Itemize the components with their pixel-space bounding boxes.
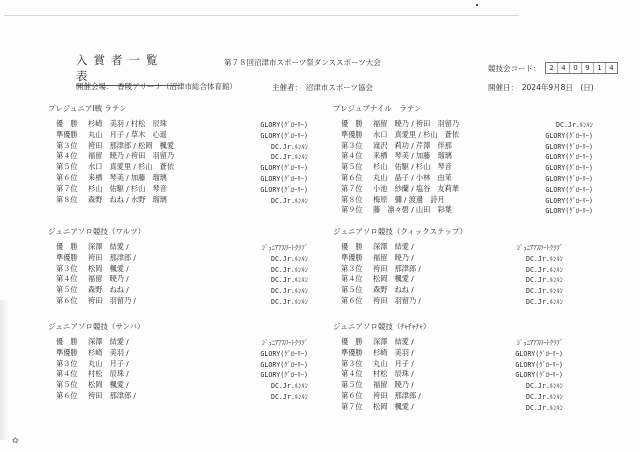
result-row — [48, 380, 308, 391]
result-row — [48, 391, 308, 402]
rank-label: 第７位 — [56, 183, 78, 193]
club-name: GLORY(ｸﾞﾛｰﾘｰ) — [260, 360, 308, 369]
result-row — [333, 162, 593, 173]
club-name: DC.Jr.ﾙﾝﾙﾝ — [525, 382, 563, 391]
result-row — [333, 391, 593, 402]
competitor-names: 福留 暁乃 / — [88, 274, 129, 284]
competitor-names: 梅原 彌 / 渡邊 詩月 — [373, 194, 445, 204]
rank-label: 準優勝 — [341, 129, 363, 139]
competitor-names: 来栖 琴美 / 加藤 瑠璃 — [373, 151, 452, 161]
result-row — [333, 195, 593, 206]
competitor-names: 森野 ねね / — [88, 285, 129, 295]
result-row — [333, 264, 593, 275]
competitor-names: 水口 真愛里 / 杉山 蒼依 — [373, 129, 460, 139]
club-name: ｼﾞｭﾆｱｱｽﾘｰﾄｸﾗﾌﾞ — [516, 244, 563, 252]
scan-shadow — [0, 300, 8, 440]
event-name: 第７８回沼津市スポーツ祭ダンススポーツ大会 — [224, 58, 381, 67]
rank-label: 第３位 — [341, 140, 363, 150]
result-row — [48, 184, 308, 195]
competitor-names: 袴田 那津郎 / — [373, 390, 421, 400]
result-row — [333, 205, 593, 216]
rank-label: 優 勝 — [341, 242, 363, 251]
event-date: 開催日： 2024年9月8日 (日) — [488, 83, 594, 92]
result-row — [333, 274, 593, 285]
club-name: DC.Jr.ﾙﾝﾙﾝ — [270, 254, 308, 263]
club-name: DC.Jr.ﾙﾝﾙﾝ — [270, 392, 308, 401]
competitor-names: 袴田 羽留乃 / — [373, 295, 421, 305]
result-row — [48, 296, 308, 307]
club-name: DC.Jr.ﾙﾝﾙﾝ — [270, 153, 308, 162]
result-row — [48, 285, 308, 296]
club-name: DC.Jr.ﾙﾝﾙﾝ — [270, 276, 308, 285]
result-row — [48, 119, 308, 130]
club-name: GLORY(ｸﾞﾛｰﾘｰ) — [545, 207, 593, 216]
code-digit: 1 — [594, 63, 606, 73]
scan-speck — [476, 4, 478, 6]
rank-label: 準優勝 — [56, 347, 78, 357]
competitor-names: 杉崎 美羽 / — [88, 347, 129, 357]
result-row — [333, 253, 593, 264]
result-row — [333, 119, 593, 130]
page-title: 入賞者一覧表 — [76, 52, 180, 86]
rank-label: 第５位 — [341, 162, 363, 172]
competitor-names: 来栖 琴美 / 加藤 瑠璃 — [88, 172, 167, 182]
rank-label: 優 勝 — [56, 242, 78, 251]
club-name: DC.Jr.ﾙﾝﾙﾝ — [525, 403, 563, 412]
result-row — [333, 296, 593, 307]
result-row — [333, 130, 593, 141]
section-prejunior-latin — [48, 103, 308, 205]
result-row — [48, 162, 308, 173]
result-row — [333, 337, 593, 348]
club-name: DC.Jr.ﾙﾝﾙﾝ — [270, 287, 308, 296]
competitor-names: 福留 暁乃 / 袴田 羽留乃 — [88, 151, 175, 161]
club-name: ｼﾞｭﾆｱｱｽﾘｰﾄｸﾗﾌﾞ — [261, 339, 308, 347]
club-name: DC.Jr.ﾙﾝﾙﾝ — [525, 287, 563, 296]
result-row — [333, 359, 593, 370]
rank-label: 第６位 — [341, 390, 363, 400]
section-title: ジュニアソロ競技（ワルツ） — [48, 227, 146, 236]
rank-label: 優 勝 — [341, 119, 363, 128]
competitor-names: 藤 凛々碧 / 山田 彩葉 — [373, 205, 452, 215]
result-row — [48, 130, 308, 141]
competitor-names: 松岡 楓愛 / — [88, 263, 129, 273]
rank-label: 第４位 — [341, 369, 363, 379]
competitor-names: 丸山 月子 / 草木 心遥 — [88, 129, 167, 139]
result-row — [48, 141, 308, 152]
competitor-names: 松岡 楓愛 / — [373, 274, 414, 284]
club-name: DC.Jr.ﾙﾝﾙﾝ — [270, 297, 308, 306]
club-name: GLORY(ｸﾞﾛｰﾘｰ) — [545, 174, 593, 183]
competition-code-label: 競技会コード： — [488, 64, 541, 73]
club-name: GLORY(ｸﾞﾛｰﾘｰ) — [545, 185, 593, 194]
result-row — [48, 369, 308, 380]
club-name: GLORY(ｸﾞﾛｰﾘｰ) — [515, 360, 563, 369]
section-junior-solo-waltz — [48, 226, 308, 307]
competitor-names: 深澤 結愛 / — [88, 242, 129, 251]
club-name: GLORY(ｸﾞﾛｰﾘｰ) — [545, 153, 593, 162]
rank-label: 第６位 — [56, 390, 78, 400]
club-name: DC.Jr.ﾙﾝﾙﾝ — [270, 382, 308, 391]
rank-label: 第５位 — [341, 380, 363, 390]
rank-label: 第４位 — [56, 151, 78, 161]
competitor-names: 杉崎 美羽 / — [373, 347, 414, 357]
competitor-names: 丸山 月子 / — [373, 358, 414, 368]
rank-label: 第４位 — [341, 274, 363, 284]
rank-label: 第５位 — [341, 285, 363, 295]
rank-label: 第６位 — [56, 295, 78, 305]
code-digit: 4 — [609, 64, 614, 72]
competitor-names: 村松 辰珠 / — [88, 369, 129, 379]
result-row — [333, 369, 593, 380]
competitor-names: 深澤 結愛 / — [373, 337, 414, 346]
result-row — [48, 359, 308, 370]
competitor-names: 袴田 那津郎 / — [88, 390, 136, 400]
club-name: DC.Jr.ﾙﾝﾙﾝ — [270, 265, 308, 274]
rank-label: 第４位 — [56, 369, 78, 379]
club-name: GLORY(ｸﾞﾛｰﾘｰ) — [545, 131, 593, 140]
competitor-names: 杉崎 美羽 / 村松 辰珠 — [88, 119, 167, 128]
club-name: DC.Jr.ﾙﾝﾙﾝ — [525, 392, 563, 401]
result-row — [48, 173, 308, 184]
result-row — [333, 242, 593, 253]
section-junior-solo-samba — [48, 321, 308, 402]
club-name: GLORY(ｸﾞﾛｰﾘｰ) — [545, 142, 593, 151]
rank-label: 第８位 — [341, 194, 363, 204]
competitor-names: 袴田 那津郎 / 松岡 楓愛 — [88, 140, 175, 150]
competitor-names: 袴田 羽留乃 / — [88, 295, 136, 305]
rank-label: 第５位 — [56, 285, 78, 295]
competitor-names: 袴田 那津郎 / — [88, 252, 136, 262]
rank-label: 第３位 — [341, 263, 363, 273]
rank-label: 第３位 — [341, 358, 363, 368]
rank-label: 第５位 — [56, 380, 78, 390]
competitor-names: 森野 ねね / — [373, 285, 414, 295]
section-junior-solo-chachacha — [333, 321, 593, 413]
club-name: GLORY(ｸﾞﾛｰﾘｰ) — [545, 196, 593, 205]
competitor-names: 森野 ねね / 水野 瑠璃 — [88, 194, 167, 204]
competitor-names: 福留 暁乃 / — [373, 380, 414, 390]
code-digit: 4 — [558, 63, 570, 73]
venue: 開催会場： 香陵アリーナ（沼津市総合体育館） — [76, 82, 237, 91]
rank-label: 第４位 — [56, 274, 78, 284]
rank-label: 第５位 — [56, 162, 78, 172]
section-prejuvenile-latin — [333, 103, 593, 216]
rank-label: 第３位 — [56, 358, 78, 368]
result-row — [48, 151, 308, 162]
competitor-names: 水口 真愛里 / 杉山 蒼依 — [88, 162, 175, 172]
rank-label: 準優勝 — [56, 252, 78, 262]
rank-label: 第６位 — [341, 295, 363, 305]
section-title: ジュニアソロ競技（ﾁｬﾁｬﾁｬ） — [333, 322, 431, 331]
rank-label: 第８位 — [56, 194, 78, 204]
club-name: DC.Jr.ﾙﾝﾙﾝ — [270, 196, 308, 205]
rank-label: 第４位 — [341, 151, 363, 161]
rank-label: 準優勝 — [341, 347, 363, 357]
result-row — [48, 337, 308, 348]
result-row — [48, 242, 308, 253]
competitor-names: 杉山 佑駆 / 杉山 琴音 — [373, 162, 452, 172]
rank-label: 優 勝 — [56, 337, 78, 346]
club-name: GLORY(ｸﾞﾛｰﾘｰ) — [260, 164, 308, 173]
rank-label: 第９位 — [341, 205, 363, 215]
result-row — [48, 264, 308, 275]
result-row — [333, 402, 593, 413]
competitor-names: 丸山 月子 / — [88, 358, 129, 368]
club-name: GLORY(ｸﾞﾛｰﾘｰ) — [260, 349, 308, 358]
result-row — [333, 173, 593, 184]
competitor-names: 松岡 楓愛 / — [88, 380, 129, 390]
section-title: プレジュブナイル ラテン — [333, 104, 422, 113]
code-digit: 2 — [546, 63, 558, 73]
code-digit: 0 — [570, 63, 582, 73]
rank-label: 第３位 — [56, 263, 78, 273]
result-row — [333, 184, 593, 195]
competitor-names: 滝沢 莉功 / 芹澤 伴那 — [373, 140, 452, 150]
rank-label: 第７位 — [341, 183, 363, 193]
competitor-names: 村松 辰珠 / — [373, 369, 414, 379]
scan-edge-line — [4, 15, 519, 16]
rank-label: 第６位 — [56, 172, 78, 182]
result-row — [333, 285, 593, 296]
competitor-names: 福留 暁乃 / 袴田 羽留乃 — [373, 119, 460, 128]
result-row — [333, 151, 593, 162]
club-name: DC.Jr.ﾙﾝﾙﾝ — [525, 254, 563, 263]
result-row — [48, 253, 308, 264]
rank-label: 準優勝 — [56, 129, 78, 139]
club-name: GLORY(ｸﾞﾛｰﾘｰ) — [260, 174, 308, 183]
competitor-names: 深澤 結愛 / — [373, 242, 414, 251]
rank-label: 優 勝 — [341, 337, 363, 346]
result-row — [333, 380, 593, 391]
organizer: 主催者： 沼津市スポーツ協会 — [272, 83, 373, 92]
section-title: ジュニアソロ競技（クィックステップ） — [333, 227, 468, 236]
section-title: プレジュニアⅠ戦 ラテン — [48, 104, 127, 113]
rank-label: 第７位 — [341, 401, 363, 411]
club-name: DC.Jr.ﾙﾝﾙﾝ — [555, 121, 593, 129]
result-row — [48, 195, 308, 206]
result-row — [333, 141, 593, 152]
club-name: GLORY(ｸﾞﾛｰﾘｰ) — [515, 371, 563, 380]
section-title: ジュニアソロ競技（サンバ） — [48, 322, 145, 331]
competitor-names: 小池 紗蘭 / 塩谷 友莉華 — [373, 183, 460, 193]
competitor-names: 丸山 晶子 / 小林 由茉 — [373, 172, 452, 182]
competitor-names: 松岡 楓愛 / — [373, 401, 414, 411]
club-name: DC.Jr.ﾙﾝﾙﾝ — [525, 265, 563, 274]
code-digit: 9 — [582, 63, 594, 73]
club-name: GLORY(ｸﾞﾛｰﾘｰ) — [515, 349, 563, 358]
competitor-names: 深澤 結愛 / — [88, 337, 129, 346]
club-name: ｼﾞｭﾆｱｱｽﾘｰﾄｸﾗﾌﾞ — [261, 244, 308, 252]
section-junior-solo-quickstep — [333, 226, 593, 307]
rank-label: 第３位 — [56, 140, 78, 150]
club-name: GLORY(ｸﾞﾛｰﾘｰ) — [545, 164, 593, 173]
competitor-names: 福留 暁乃 / — [373, 252, 414, 262]
rank-label: 準優勝 — [341, 252, 363, 262]
club-name: ｼﾞｭﾆｱｱｽﾘｰﾄｸﾗﾌﾞ — [516, 339, 563, 347]
club-name: GLORY(ｸﾞﾛｰﾘｰ) — [260, 131, 308, 140]
club-name: DC.Jr.ﾙﾝﾙﾝ — [270, 142, 308, 151]
competitor-names: 袴田 那津郎 / — [373, 263, 421, 273]
rank-label: 優 勝 — [56, 119, 78, 128]
club-name: DC.Jr.ﾙﾝﾙﾝ — [525, 276, 563, 285]
scanner-logo-icon: ✿ — [12, 436, 19, 445]
club-name: GLORY(ｸﾞﾛｰﾘｰ) — [260, 371, 308, 380]
competition-code-box — [545, 62, 618, 74]
club-name: GLORY(ｸﾞﾛｰﾘｰ) — [260, 185, 308, 194]
competitor-names: 杉山 佑駆 / 杉山 琴音 — [88, 183, 167, 193]
result-row — [48, 348, 308, 359]
result-row — [333, 348, 593, 359]
club-name: GLORY(ｸﾞﾛｰﾘｰ) — [260, 121, 308, 129]
club-name: DC.Jr.ﾙﾝﾙﾝ — [525, 297, 563, 306]
result-row — [48, 274, 308, 285]
rank-label: 第６位 — [341, 172, 363, 182]
